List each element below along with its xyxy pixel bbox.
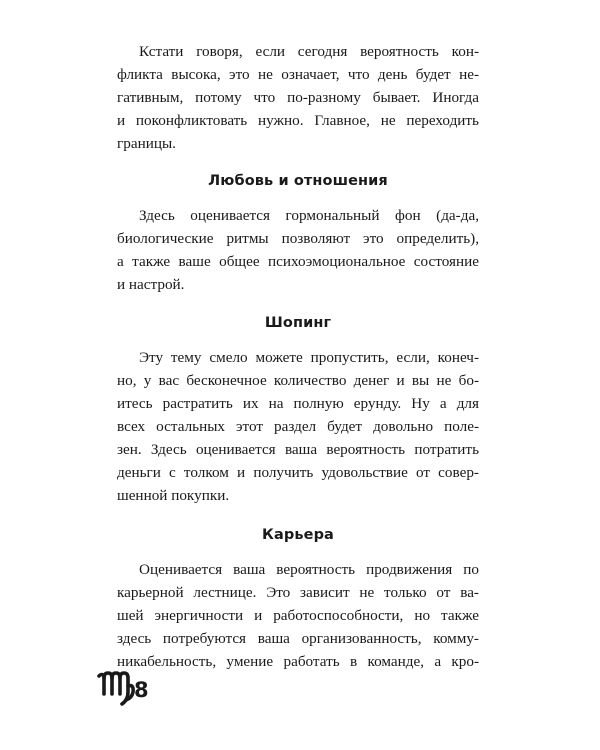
text-line: Кстати говоря, если сегодня вероятность кон- (139, 43, 479, 60)
text-line: и поконфликтовать нужно. Главное, не переходить (117, 112, 479, 129)
heading-love: Любовь и отношения (208, 173, 388, 189)
heading-shopping: Шопинг (264, 315, 332, 331)
text-line: а также ваше общее психоэмоциональное состояние (117, 253, 479, 270)
text-line: никабельность, умение работать в команде, а кро- (117, 653, 479, 670)
text-line: Оценивается ваша вероятность продвижения по (139, 561, 479, 578)
page-footer (96, 664, 176, 708)
text-line: и настрой. (117, 276, 185, 293)
text-line: гативным, потому что по-разному бывает. Иногда (117, 89, 479, 106)
paragraph-conflict (117, 40, 479, 155)
text-line: биологические ритмы позволяют это определить), (117, 230, 479, 247)
text-line: зен. Здесь оценивается ваша вероятность потратить (117, 441, 479, 458)
text-line: деньги с толком и получить удовольствие от совер- (117, 464, 479, 481)
paragraph-love (117, 204, 479, 296)
text-line: Эту тему смело можете пропустить, если, конеч- (139, 349, 479, 366)
text-line: границы. (117, 135, 176, 152)
text-line: шенной покупки. (117, 487, 230, 504)
text-line: фликта высока, это не означает, что день будет не- (117, 66, 479, 83)
heading-career: Карьера (262, 527, 334, 543)
page-number: 8 (134, 678, 149, 702)
page-content (117, 40, 479, 673)
text-line: шей энергичности и работоспособности, но также (117, 607, 479, 624)
paragraph-career (117, 558, 479, 673)
text-line: Здесь оценивается гормональный фон (да-да, (139, 207, 479, 224)
text-line: карьерной лестнице. Это зависит не только от ва- (117, 584, 479, 601)
text-line: здесь потребуются ваша организованность, комму- (117, 630, 479, 647)
text-line: всех остальных этот раздел будет довольно поле- (117, 418, 479, 435)
paragraph-shopping (117, 346, 479, 507)
text-line: итесь растратить их на полную ерунду. Ну а для (117, 395, 479, 412)
text-line: но, у вас бесконечное количество денег и вы не бо- (117, 372, 479, 389)
